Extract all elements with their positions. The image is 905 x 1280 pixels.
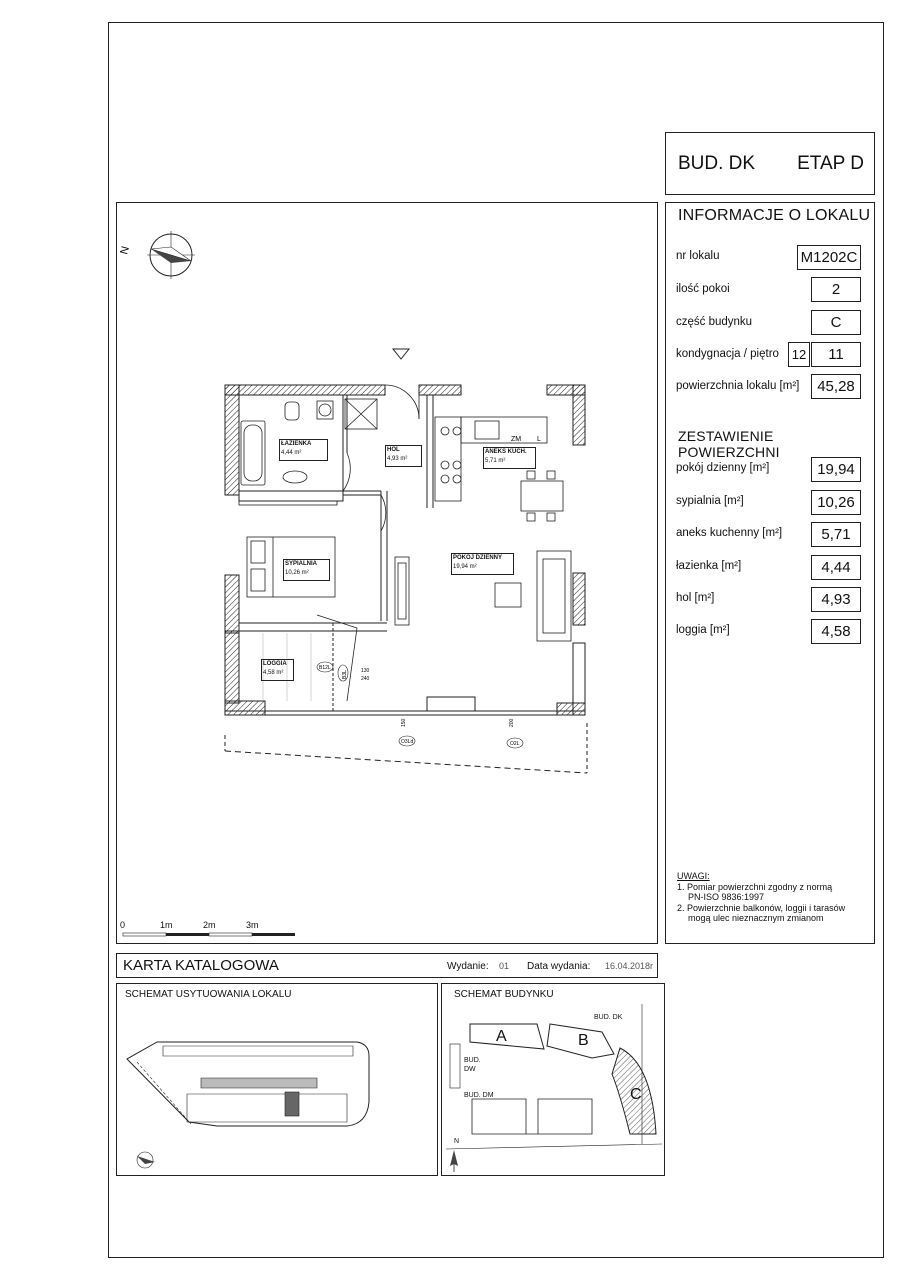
summary-label-kitchen: aneks kuchenny [m²] — [676, 527, 783, 539]
room-tag-hall — [385, 445, 422, 467]
entrance-marker-icon — [393, 349, 409, 359]
bud-dk-label: BUD. DK — [594, 1014, 623, 1021]
location-schema-panel — [116, 983, 438, 1176]
notes-title: UWAGI: — [677, 871, 710, 881]
date-label: Data wydania: — [527, 961, 591, 972]
bud-dw-label: BUD. DW — [464, 1057, 481, 1073]
building-schema-title: SCHEMAT BUDYNKU — [454, 989, 554, 1000]
floor-label: kondygnacja / piętro — [676, 348, 779, 360]
scale-label-2m: 2m — [203, 920, 216, 930]
dim-150: 150 — [401, 718, 407, 727]
scale-label-3m: 3m — [246, 920, 259, 930]
floor-plan-panel — [116, 202, 658, 944]
date-value: 16.04.2018r — [605, 961, 654, 971]
building-a-label: A — [496, 1028, 507, 1045]
summary-label-hall: hol [m²] — [676, 592, 715, 604]
room-tag-bathroom — [279, 439, 328, 461]
notes-line-3: 2. Powierzchnie balkonów, loggii i tarasów — [677, 902, 846, 913]
notes-line-4: mogą ulec nieznacznym zmianom — [688, 913, 824, 923]
summary-label-bedroom: sypialnia [m²] — [676, 495, 744, 507]
room-name-loggia: LOGGIA — [263, 661, 287, 667]
floor-plan-drawing — [117, 203, 657, 943]
rooms-label: ilość pokoi — [676, 283, 730, 295]
summary-label-loggia: loggia [m²] — [676, 624, 730, 636]
room-name-bedroom: SYPIALNIA — [285, 561, 318, 567]
kitchen-mark-l: L — [537, 436, 541, 443]
kitchen-mark-zm: ZM — [511, 436, 522, 443]
area-value: 45,28 — [811, 374, 861, 399]
room-name-kitchen: ANEKS KUCH. — [485, 449, 527, 455]
building-schema-drawing — [442, 984, 664, 1174]
building-schema-panel — [441, 983, 665, 1176]
window-tag-b12l: B12L — [319, 665, 331, 671]
stage-label: ETAP D — [797, 153, 864, 174]
dining-table — [521, 471, 563, 521]
building-label: BUD. DK — [678, 153, 756, 174]
room-tag-loggia — [261, 659, 294, 681]
room-area-kitchen: 5,71 m² — [485, 458, 506, 464]
location-schema-title: SCHEMAT USYTUOWANIA LOKALU — [125, 989, 292, 1000]
flat-highlight — [285, 1092, 299, 1116]
room-area-loggia: 4,58 m² — [263, 670, 284, 676]
room-area-bedroom: 10,26 m² — [285, 570, 309, 576]
dim-200: 200 — [509, 718, 515, 727]
info-panel — [665, 202, 875, 944]
bud-dm-label: BUD. DM — [464, 1092, 494, 1099]
summary-value-hall: 4,93 — [811, 587, 861, 612]
summary-value-living: 19,94 — [811, 457, 861, 482]
room-name-hall: HOL — [387, 447, 400, 453]
room-tag-kitchen — [483, 447, 536, 469]
catalog-bar — [116, 953, 658, 978]
room-area-hall: 4,93 m² — [387, 456, 408, 462]
room-name-bathroom: ŁAZIENKA — [281, 441, 312, 447]
area-label: powierzchnia lokalu [m²] — [676, 380, 800, 392]
summary-value-loggia: 4,58 — [811, 619, 861, 644]
window-tag-o2l: O2L — [510, 741, 520, 747]
location-schema-drawing — [117, 984, 437, 1174]
building-c-label: C — [630, 1086, 642, 1103]
window-tag-o3ld: O3Ld — [401, 739, 414, 745]
floor-storey: 12 — [788, 342, 810, 367]
notes — [677, 871, 872, 924]
north-arrow-icon — [118, 231, 195, 279]
scale-label-1m: 1m — [160, 920, 173, 930]
part-label: część budynku — [676, 316, 753, 328]
location-north-icon — [137, 1152, 155, 1168]
room-area-bathroom: 4,44 m² — [281, 450, 302, 456]
floor-level: 11 — [811, 342, 861, 367]
part-value: C — [811, 310, 861, 335]
building-north-icon — [450, 1150, 458, 1172]
notes-line-1: 1. Pomiar powierzchni zgodny z normą — [677, 881, 833, 892]
nr-label: nr lokalu — [676, 250, 720, 262]
summary-title: ZESTAWIENIE POWIERZCHNI — [678, 428, 780, 460]
room-area-living: 19,94 m² — [453, 564, 477, 570]
window-tag-b3l: B3L — [342, 670, 348, 679]
building-b-label: B — [578, 1032, 589, 1049]
summary-value-bedroom: 10,26 — [811, 490, 861, 515]
edition-label: Wydanie: — [447, 961, 489, 972]
dim-240-a: 240 — [361, 676, 370, 682]
edition-value: 01 — [499, 961, 510, 971]
summary-label-living: pokój dzienny [m²] — [676, 462, 770, 474]
room-tag-living — [451, 553, 514, 575]
header-box — [665, 132, 875, 195]
building-north-letter: N — [454, 1138, 460, 1145]
summary-label-bathroom: łazienka [m²] — [676, 560, 742, 572]
room-tag-bedroom — [283, 559, 330, 581]
rooms-value: 2 — [811, 277, 861, 302]
catalog-title: KARTA KATALOGOWA — [123, 957, 279, 974]
north-letter: N — [118, 244, 132, 256]
info-title: INFORMACJE O LOKALU — [678, 207, 871, 224]
dim-130: 130 — [361, 668, 370, 674]
scale-bar — [123, 933, 295, 936]
bedroom-bed — [239, 501, 337, 597]
notes-line-2: PN-ISO 9836:1997 — [688, 892, 765, 902]
summary-value-kitchen: 5,71 — [811, 522, 861, 547]
building-a-shape — [470, 1024, 544, 1049]
door-swings — [317, 385, 419, 701]
summary-value-bathroom: 4,44 — [811, 555, 861, 580]
nr-value: M1202C — [797, 245, 861, 270]
room-name-living: POKÓJ DZIENNY — [453, 555, 503, 561]
scale-label-0: 0 — [120, 920, 126, 930]
